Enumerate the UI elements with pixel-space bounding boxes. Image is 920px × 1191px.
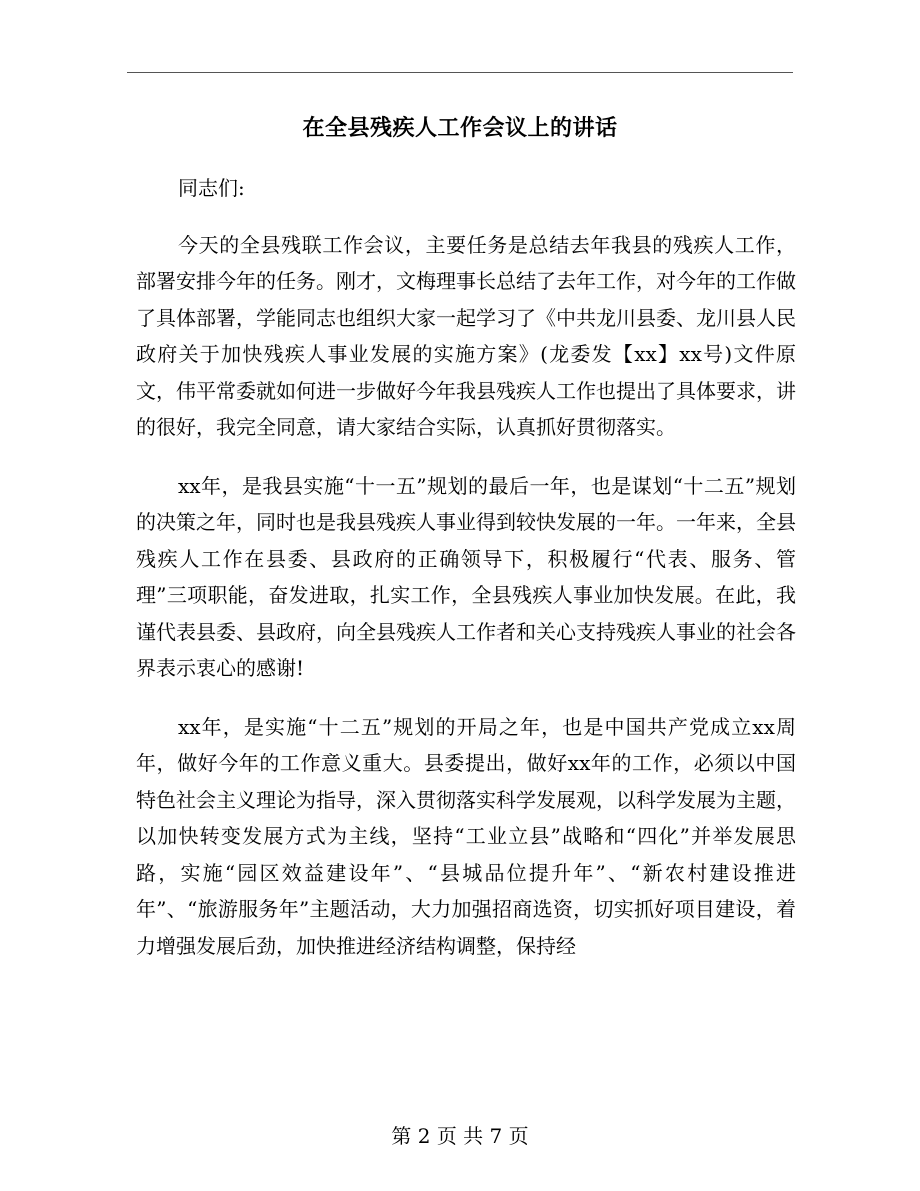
document-body [136,170,796,964]
header-rule [127,72,793,73]
salutation: 同志们: [178,176,245,200]
paragraph-2: xx年，是我县实施“十一五”规划的最后一年，也是谋划“十二五”规划的决策之年，同时也是我县残疾人事业得到较快发展的一年。一年来，全县残疾人工作在县委、县政府的正确领导下，积极履行“代表、服务、管理”三项职能，奋发进取，扎实工作，全县残疾人事业加快发展。在此，我谨代表县委、县政府，向全县残疾人工作者和关心支持残疾人事业的社会各界表示衷心的感谢! [136,473,796,680]
paragraph-1: 今天的全县残联工作会议，主要任务是总结去年我县的残疾人工作，部署安排今年的任务。刚才，文梅理事长总结了去年工作，对今年的工作做了具体部署，学能同志也组织大家一起学习了《中共龙川县委、龙川县人民政府关于加快残疾人事业发展的实施方案》(龙委发【xx】xx号)文件原文，伟平常委就如何进一步做好今年我县残疾人工作也提出了具体要求，讲的很好，我完全同意，请大家结合实际，认真抓好贯彻落实。 [136,232,796,439]
paragraph-3: xx年，是实施“十二五”规划的开局之年，也是中国共产党成立xx周年，做好今年的工作意义重大。县委提出，做好xx年的工作，必须以中国特色社会主义理论为指导，深入贯彻落实科学发展观，以科学发展为主题，以加快转变发展方式为主线，坚持“工业立县”战略和“四化”并举发展思路，实施“园区效益建设年”、“县城品位提升年”、“新农村建设推进年”、“旅游服务年”主题活动，大力加强招商选资，切实抓好项目建设，着力增强发展后劲，加快推进经济结构调整，保持经 [136,714,796,958]
page-number: 第 2 页 共 7 页 [391,1124,529,1148]
document-title: 在全县残疾人工作会议上的讲话 [302,115,618,141]
